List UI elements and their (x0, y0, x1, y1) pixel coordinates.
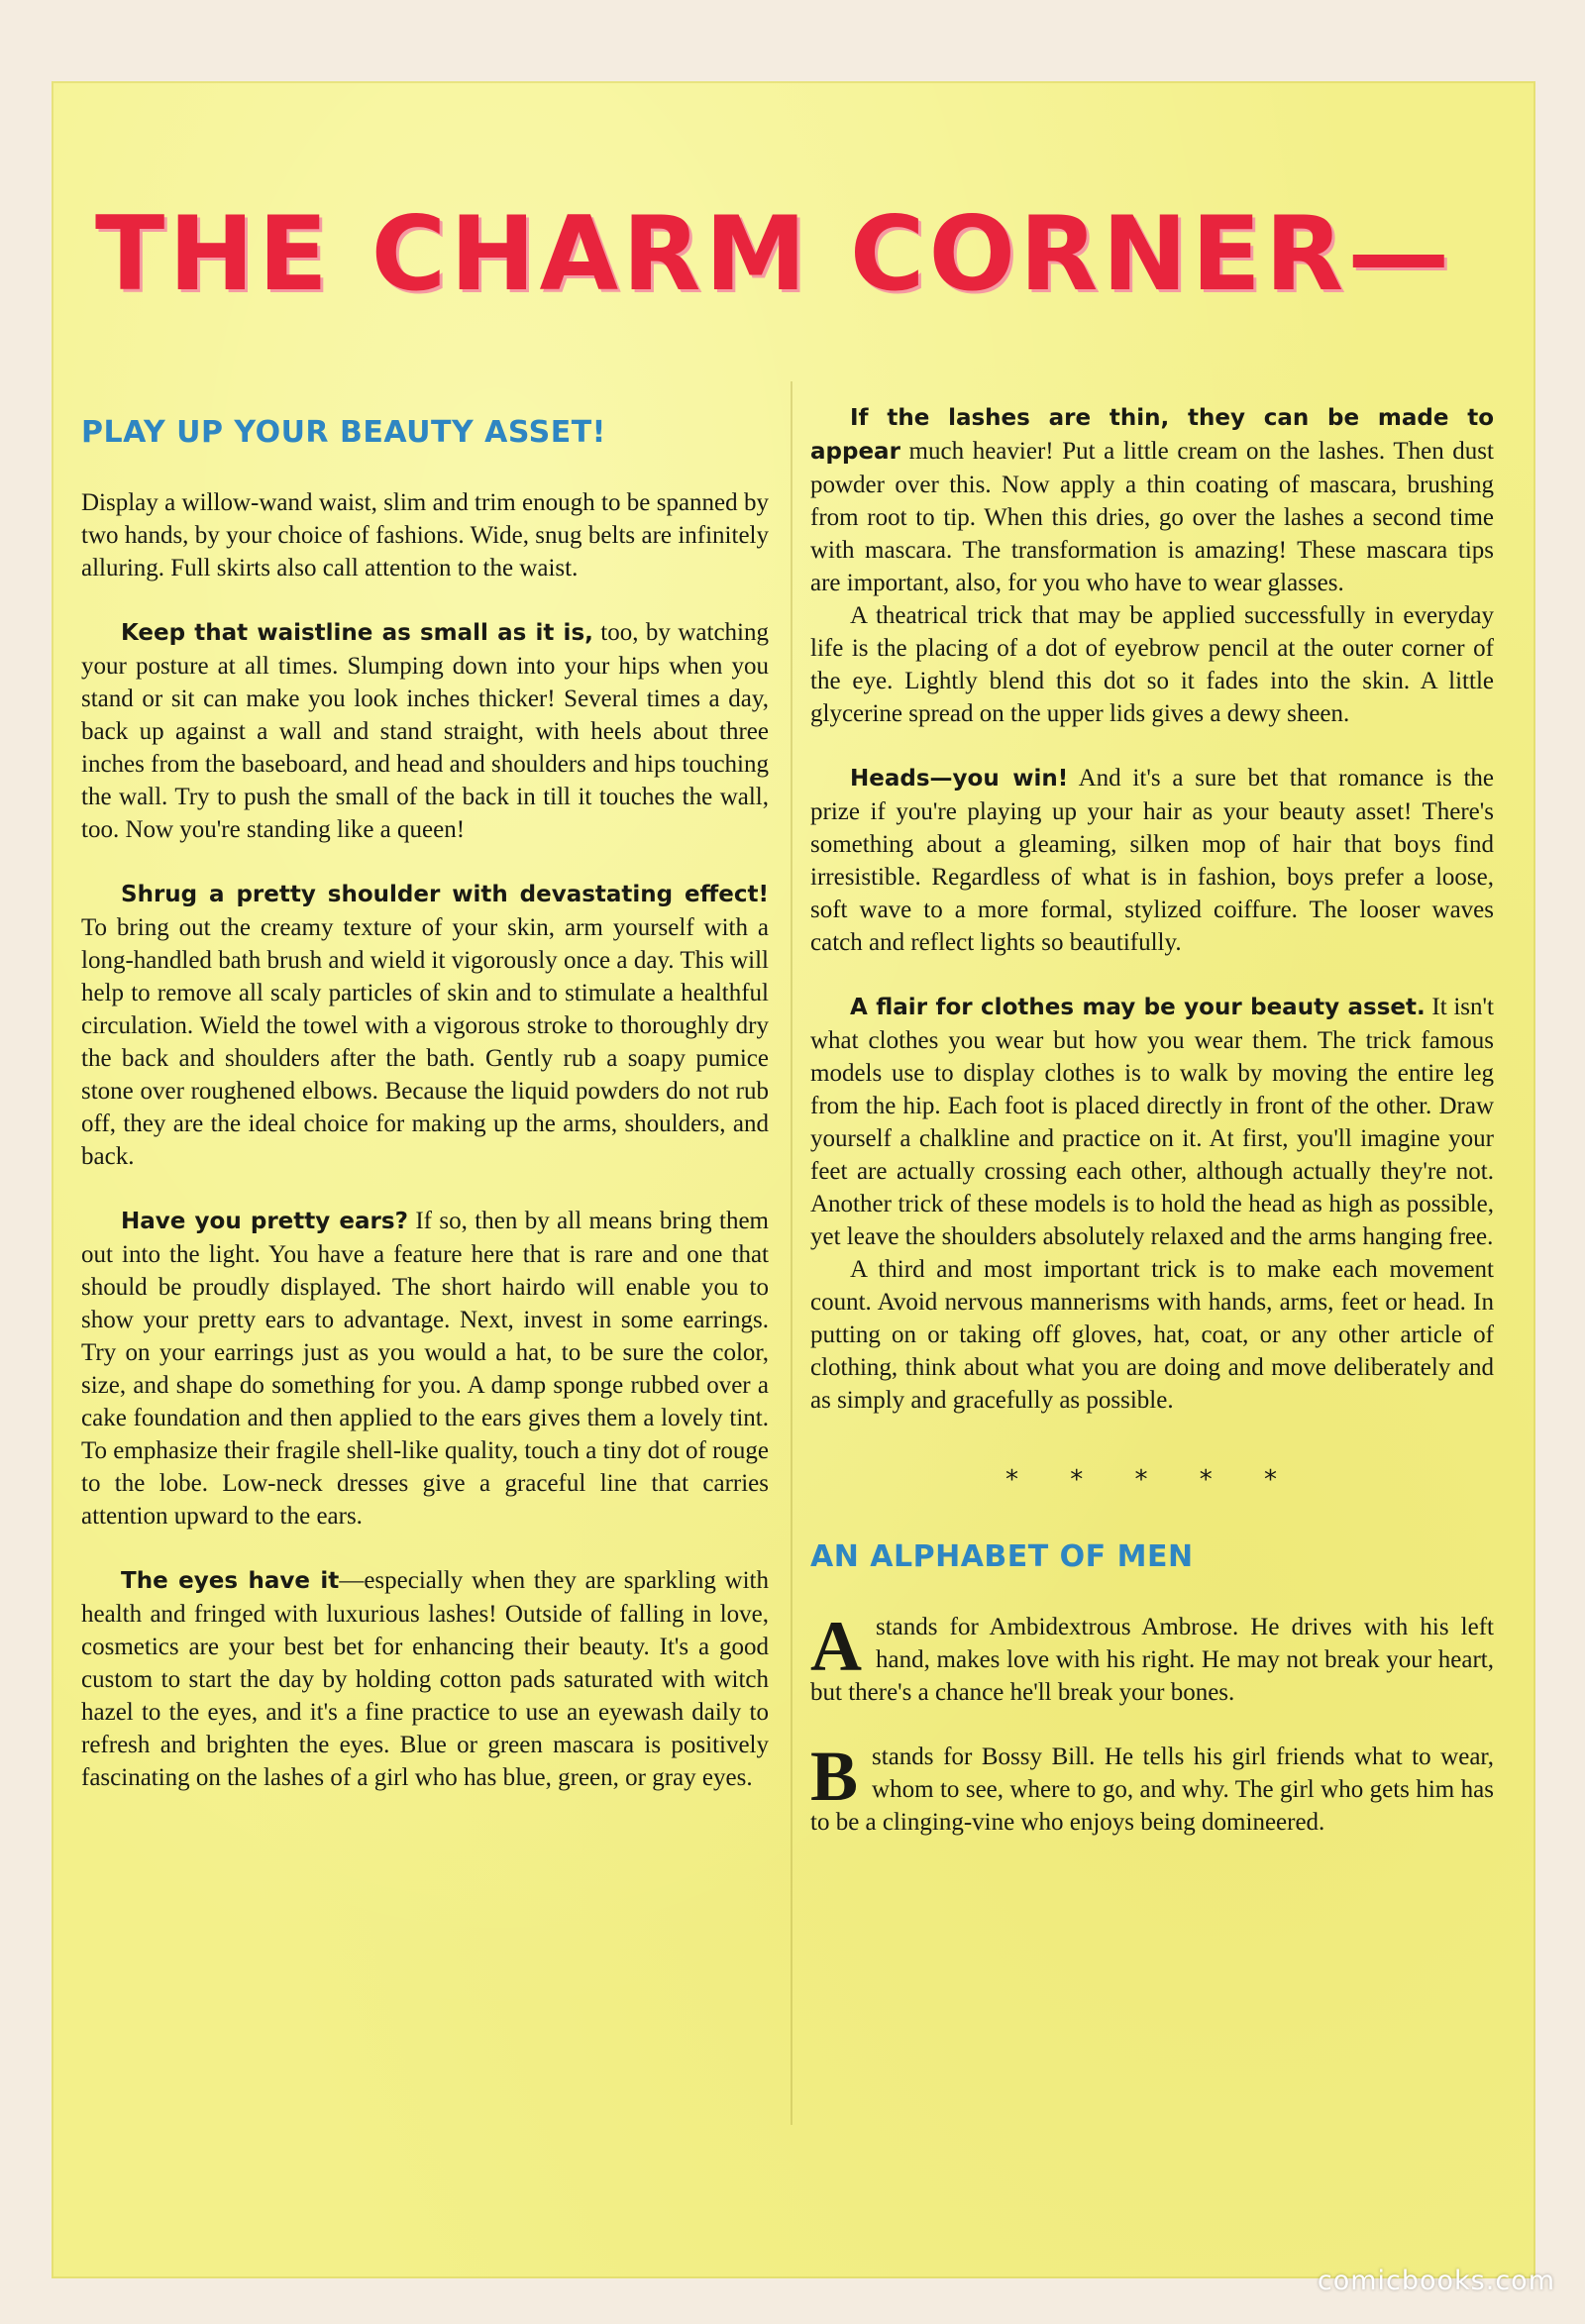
paragraph-eyes (81, 1564, 769, 1794)
alphabet-entry-b (810, 1741, 1494, 1839)
column-divider (791, 381, 792, 2125)
alphabet-text-a: stands for Ambidextrous Ambrose. He drives with his left hand, makes love with his right. He may not break your heart, but there's a chance he'll break your bones. (810, 1614, 1494, 1706)
paragraph-theatrical-trick: A theatrical trick that may be applied successfully in everyday life is the placing of a dot of eyebrow pencil at the outer corner of the eye. Lightly blend this dot so it fades into the skin. A little glycerine spread on the upper lids gives a dewy sheen. (810, 602, 1494, 727)
paragraph-clothes (810, 991, 1494, 1253)
body-shoulder: To bring out the creamy texture of your skin, arm yourself with a long-handled bath brush and wield it vigorously once a day. This will help to remove all scaly particles of skin and to stimulate a healthful circulation. Wield the towel with a vigorous stroke to thoroughly dry the back and shoulders after the bath. Gently rub a soapy pumice stone over roughened elbows. Because the liquid powders do not rub off, they are the ideal choice for making up the arms, shoulders, and back. (81, 914, 769, 1170)
paragraph-ears (81, 1205, 769, 1532)
body-clothes: It isn't what clothes you wear but how you wear them. The trick famous models use to display clothes is to walk by moving the entire leg from the hip. Each foot is placed directly in front of the other. Draw yourself a chalkline and practice on it. At first, you'll imagine your feet are actually crossing each other, although actually they're not. Another trick of these models is to hold the head as high as possible, yet leave the shoulders absolutely relaxed and the arms hanging free. (810, 994, 1494, 1250)
right-column (810, 401, 1494, 1870)
lead-ears: Have you pretty ears? (121, 1209, 408, 1234)
section-separator-stars: * * * * * (1004, 1465, 1300, 1495)
watermark: comicbooks.com (1317, 2266, 1555, 2296)
section-heading-beauty-asset: PLAY UP YOUR BEAUTY ASSET! (81, 415, 606, 450)
body-lashes: much heavier! Put a little cream on the lashes. Then dust powder over this. Now apply a thin coating of mascara, brushing from root to tip. When this dries, go over the lashes a second time with mascara. The transformation is amazing! These mascara tips are important, also, for you who have to wear glasses. (810, 438, 1494, 596)
paragraph-waist: Display a willow-wand waist, slim and trim enough to be spanned by two hands, by your choice of fashions. Wide, snug belts are infinitely alluring. Full skirts also call attention to the waist. (81, 489, 769, 581)
lead-shoulder: Shrug a pretty shoulder with devastating effect! (121, 882, 769, 907)
page-title: THE CHARM CORNER— (95, 195, 1454, 314)
alphabet-list (810, 1611, 1494, 1839)
paragraph-hair (810, 762, 1494, 959)
paragraph-waistline (81, 616, 769, 846)
dropcap-a: A (810, 1611, 862, 1686)
paragraph-shoulder (81, 878, 769, 1173)
lead-lashes: If the lashes are thin, they can be made to appear (810, 405, 1494, 465)
body-ears: If so, then by all means bring them out into the light. You have a feature here that is rare and one that should be proudly displayed. The short hairdo will enable you to show your pretty ears to advantage. Next, invest in some earrings. Try on your earrings just as you would a hat, to be sure the color, size, and shape do something for you. A damp sponge rubbed over a cake foundation and then applied to the ears gives them a lovely tint. To emphasize their fragile shell-like quality, touch a tiny dot of rouge to the lobe. Low-neck dresses give a graceful line that carries attention upward to the ears. (81, 1208, 769, 1530)
alphabet-text-b: stands for Bossy Bill. He tells his girl friends what to wear, whom to see, where to go, and why. The girl who gets him has to be a clinging-vine who enjoys being domineered. (810, 1743, 1494, 1836)
body-waistline: too, by watching your posture at all times. Slumping down into your hips when you stand or sit can make you look inches thicker! Several times a day, back up against a wall and stand straight, with heels about three inches from the baseboard, and head and shoulders and hips touching the wall. Try to push the small of the back in till it touches the wall, too. Now you're standing like a queen! (81, 619, 769, 843)
left-column (81, 416, 769, 1794)
lead-waistline: Keep that waistline as small as it is, (121, 620, 593, 646)
body-eyes: —especially when they are sparkling with health and fringed with luxurious lashes! Outside of falling in love, cosmetics are your best bet for enhancing their beauty. It's a good custom to start the day by holding cotton pads saturated with witch hazel to the eyes, and it's a fine practice to use an eyewash daily to refresh and brighten the eyes. Blue or green mascara is positively fascinating on the lashes of a girl who has blue, green, or gray eyes. (81, 1567, 769, 1791)
paragraph-lashes (810, 401, 1494, 599)
section-heading-alphabet: AN ALPHABET OF MEN (810, 1539, 1194, 1574)
lead-eyes: The eyes have it (121, 1568, 340, 1594)
dropcap-b: B (810, 1741, 859, 1816)
body-hair: And it's a sure bet that romance is the prize if you're playing up your hair as your beauty asset! There's something about a gleaming, silken mop of hair that boys find irresistible. Regardless of what is in fashion, boys prefer a loose, soft wave to a more formal, stylized coiffure. The looser waves catch and reflect lights so beautifully. (810, 765, 1494, 956)
lead-clothes: A flair for clothes may be your beauty asset. (850, 995, 1426, 1020)
paragraph-movement: A third and most important trick is to make each movement count. Avoid nervous mannerisms with hands, arms, feet or head. In putting on or taking off gloves, hat, coat, or any other article of clothing, think about what you are doing and move deliberately and as simply and gracefully as possible. (810, 1256, 1494, 1414)
lead-hair: Heads—you win! (850, 766, 1069, 792)
alphabet-entry-a (810, 1611, 1494, 1709)
